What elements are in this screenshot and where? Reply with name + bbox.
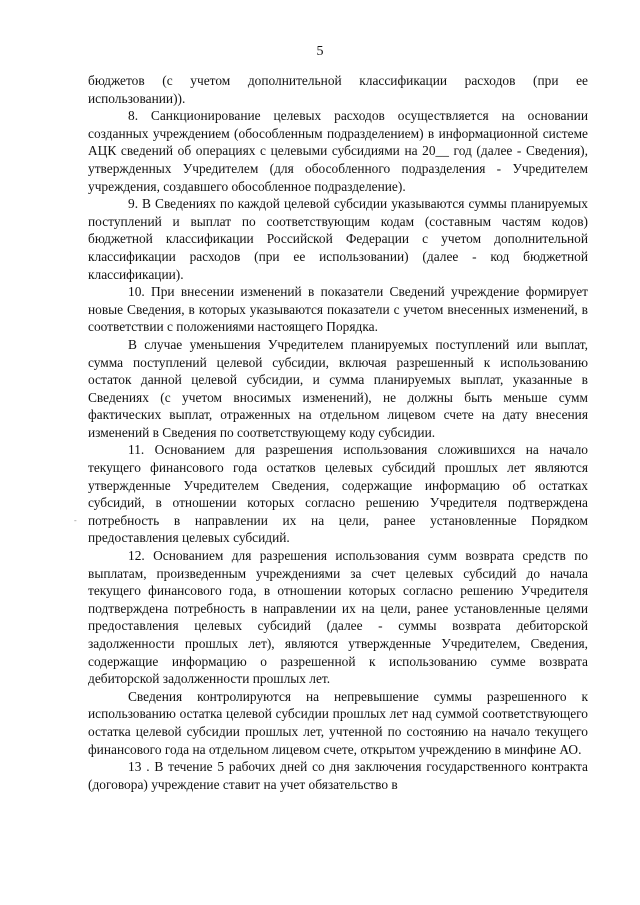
paragraph-12: 12. Основанием для разрешения использования сумм возврата средств по выплатам, произведенным учреждениями за счет целевых субсидий до начала текущего финансового года, в отношении которых согласно решению Учредителя подтверждена потребность в направлении их на цели, ранее установленные целями предоставления целевых субсидий (далее - суммы возврата дебиторской задолженности прошлых лет), являются утвержденные Учредителем, Сведения, содержащие информацию о разрешенной к использованию сумме возврата дебиторской задолженности прошлых лет. xyxy=(88,548,588,687)
paragraph-10: 10. При внесении изменений в показатели Сведений учреждение формирует новые Сведения, в которых указываются показатели с учетом внесенных изменений, в соответствии с положениями настоящего Порядка. xyxy=(88,284,588,335)
paragraph-12-continued: Сведения контролируются на непревышение суммы разрешенного к использованию остатка целевой субсидии прошлых лет над суммой соответствующего остатка целевой субсидии прошлых лет, учтенной по состоянию на начало текущего финансового года на отдельном лицевом счете, открытом учреждению в минфине АО. xyxy=(88,688,588,757)
document-body xyxy=(88,72,588,793)
paragraph-8: 8. Санкционирование целевых расходов осуществляется на основании созданных учреждением (обособленным подразделением) в информационной системе АЦК сведений об операциях с целевыми субсидиями на 20__ год (далее - Сведения), утвержденных Учредителем (для обособленного подразделения - Учредителем учреждения, создавшего обособленное подразделение). xyxy=(88,108,588,194)
paragraph-10-continued: В случае уменьшения Учредителем планируемых поступлений или выплат, сумма поступлений целевой субсидии, включая разрешенный к использованию остаток данной целевой субсидии, и сумма планируемых выплат, указанные в Сведениях (с учетом вносимых изменений), не должны быть меньше сумм фактических выплат, отраженных на отдельном лицевом счете на дату внесения изменений в Сведения по соответствующему коду субсидии. xyxy=(88,336,588,440)
paragraph-11: 11. Основанием для разрешения использования сложившихся на начало текущего финансового года остатков целевых субсидий прошлых лет являются утвержденные Учредителем Сведения, содержащие информацию об остатках субсидий, в отношении которых согласно решению Учредителя подтверждена потребность в направлении их на цели, ранее установленные Порядком предоставления целевых субсидий. xyxy=(88,442,588,546)
page-number: 5 xyxy=(316,44,324,59)
scan-mark: - xyxy=(74,516,77,525)
paragraph-continuation: бюджетов (с учетом дополнительной классификации расходов (при ее использовании)). xyxy=(88,73,588,106)
paragraph-13: 13 . В течение 5 рабочих дней со дня заключения государственного контракта (договора) учреждение ставит на учет обязательство в xyxy=(88,759,588,792)
paragraph-9: 9. В Сведениях по каждой целевой субсидии указываются суммы планируемых поступлений и выплат по соответствующим кодам (составным частям кодов) бюджетной классификации Российской Федерации с учетом дополнительной классификации расходов (при ее использовании) (далее - код бюджетной классификации). xyxy=(88,196,588,282)
